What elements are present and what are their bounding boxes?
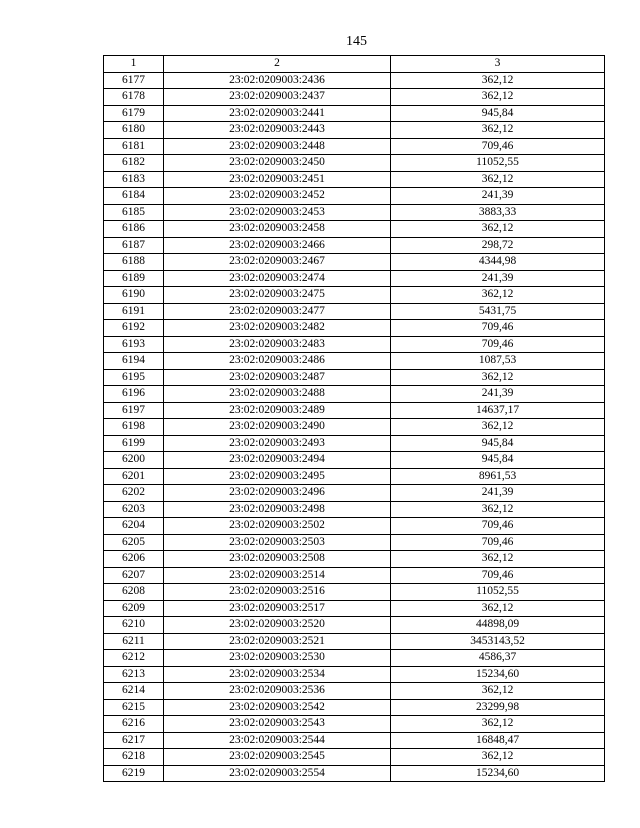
table-row — [104, 138, 605, 155]
row-number-cell: 6187 — [104, 237, 164, 254]
value-cell: 362,12 — [391, 122, 605, 139]
row-number-cell: 6189 — [104, 270, 164, 287]
cadastral-number-cell: 23:02:0209003:2488 — [164, 386, 391, 403]
table-row — [104, 237, 605, 254]
cadastral-number-cell: 23:02:0209003:2536 — [164, 683, 391, 700]
table-row — [104, 122, 605, 139]
row-number-cell: 6198 — [104, 419, 164, 436]
table-row — [104, 732, 605, 749]
value-cell: 945,84 — [391, 105, 605, 122]
value-cell: 709,46 — [391, 320, 605, 337]
table-row — [104, 633, 605, 650]
cadastral-number-cell: 23:02:0209003:2448 — [164, 138, 391, 155]
row-number-cell: 6209 — [104, 600, 164, 617]
value-cell: 16848,47 — [391, 732, 605, 749]
value-cell: 709,46 — [391, 138, 605, 155]
value-cell: 709,46 — [391, 534, 605, 551]
row-number-cell: 6178 — [104, 89, 164, 106]
table-row — [104, 716, 605, 733]
cadastral-number-cell: 23:02:0209003:2437 — [164, 89, 391, 106]
row-number-cell: 6218 — [104, 749, 164, 766]
table-row — [104, 518, 605, 535]
value-cell: 3453143,52 — [391, 633, 605, 650]
row-number-cell: 6208 — [104, 584, 164, 601]
table-row — [104, 402, 605, 419]
cadastral-number-cell: 23:02:0209003:2487 — [164, 369, 391, 386]
value-cell: 362,12 — [391, 600, 605, 617]
table-row — [104, 320, 605, 337]
header-row — [104, 56, 605, 73]
table-row — [104, 534, 605, 551]
row-number-cell: 6193 — [104, 336, 164, 353]
table-row — [104, 155, 605, 172]
row-number-cell: 6206 — [104, 551, 164, 568]
table-row — [104, 254, 605, 271]
cadastral-number-cell: 23:02:0209003:2486 — [164, 353, 391, 370]
value-cell: 241,39 — [391, 485, 605, 502]
value-cell: 709,46 — [391, 336, 605, 353]
table-row — [104, 336, 605, 353]
row-number-cell: 6219 — [104, 765, 164, 782]
row-number-cell: 6180 — [104, 122, 164, 139]
value-cell: 709,46 — [391, 567, 605, 584]
row-number-cell: 6203 — [104, 501, 164, 518]
table-row — [104, 600, 605, 617]
cadastral-number-cell: 23:02:0209003:2498 — [164, 501, 391, 518]
value-cell: 44898,09 — [391, 617, 605, 634]
value-cell: 4344,98 — [391, 254, 605, 271]
cadastral-number-cell: 23:02:0209003:2516 — [164, 584, 391, 601]
value-cell: 298,72 — [391, 237, 605, 254]
table-row — [104, 105, 605, 122]
value-cell: 4586,37 — [391, 650, 605, 667]
cadastral-number-cell: 23:02:0209003:2441 — [164, 105, 391, 122]
cadastral-number-cell: 23:02:0209003:2458 — [164, 221, 391, 238]
cadastral-number-cell: 23:02:0209003:2490 — [164, 419, 391, 436]
cadastral-number-cell: 23:02:0209003:2543 — [164, 716, 391, 733]
table-row — [104, 551, 605, 568]
cadastral-number-cell: 23:02:0209003:2542 — [164, 699, 391, 716]
row-number-cell: 6216 — [104, 716, 164, 733]
row-number-cell: 6201 — [104, 468, 164, 485]
table-row — [104, 699, 605, 716]
value-cell: 8961,53 — [391, 468, 605, 485]
value-cell: 362,12 — [391, 716, 605, 733]
table-header — [104, 56, 605, 73]
table-row — [104, 765, 605, 782]
row-number-cell: 6212 — [104, 650, 164, 667]
table-row — [104, 270, 605, 287]
table-row — [104, 188, 605, 205]
value-cell: 15234,60 — [391, 666, 605, 683]
value-cell: 362,12 — [391, 551, 605, 568]
row-number-cell: 6200 — [104, 452, 164, 469]
value-cell: 709,46 — [391, 518, 605, 535]
value-cell: 23299,98 — [391, 699, 605, 716]
cadastral-number-cell: 23:02:0209003:2496 — [164, 485, 391, 502]
cadastral-number-cell: 23:02:0209003:2450 — [164, 155, 391, 172]
value-cell: 241,39 — [391, 270, 605, 287]
table-row — [104, 501, 605, 518]
value-cell: 1087,53 — [391, 353, 605, 370]
row-number-cell: 6217 — [104, 732, 164, 749]
table-row — [104, 617, 605, 634]
value-cell: 241,39 — [391, 386, 605, 403]
value-cell: 945,84 — [391, 452, 605, 469]
value-cell: 362,12 — [391, 89, 605, 106]
cadastral-number-cell: 23:02:0209003:2482 — [164, 320, 391, 337]
table-row — [104, 749, 605, 766]
row-number-cell: 6183 — [104, 171, 164, 188]
value-cell: 11052,55 — [391, 584, 605, 601]
value-cell: 15234,60 — [391, 765, 605, 782]
table-row — [104, 419, 605, 436]
cadastral-number-cell: 23:02:0209003:2508 — [164, 551, 391, 568]
cadastral-number-cell: 23:02:0209003:2466 — [164, 237, 391, 254]
cadastral-number-cell: 23:02:0209003:2495 — [164, 468, 391, 485]
table-row — [104, 89, 605, 106]
table-row — [104, 650, 605, 667]
row-number-cell: 6215 — [104, 699, 164, 716]
table-row — [104, 353, 605, 370]
table-row — [104, 171, 605, 188]
cadastral-number-cell: 23:02:0209003:2436 — [164, 72, 391, 89]
value-cell: 362,12 — [391, 749, 605, 766]
cadastral-number-cell: 23:02:0209003:2477 — [164, 303, 391, 320]
table-row — [104, 683, 605, 700]
row-number-cell: 6188 — [104, 254, 164, 271]
table-row — [104, 287, 605, 304]
table-row — [104, 584, 605, 601]
cadastral-number-cell: 23:02:0209003:2521 — [164, 633, 391, 650]
row-number-cell: 6195 — [104, 369, 164, 386]
row-number-cell: 6179 — [104, 105, 164, 122]
row-number-cell: 6196 — [104, 386, 164, 403]
table-row — [104, 435, 605, 452]
row-number-cell: 6182 — [104, 155, 164, 172]
row-number-cell: 6194 — [104, 353, 164, 370]
column-header-1: 1 — [104, 56, 164, 73]
value-cell: 362,12 — [391, 72, 605, 89]
cadastral-number-cell: 23:02:0209003:2443 — [164, 122, 391, 139]
table-row — [104, 303, 605, 320]
column-header-2: 2 — [164, 56, 391, 73]
table-row — [104, 666, 605, 683]
cadastral-number-cell: 23:02:0209003:2503 — [164, 534, 391, 551]
column-header-3: 3 — [391, 56, 605, 73]
table-row — [104, 452, 605, 469]
table-row — [104, 72, 605, 89]
table-row — [104, 485, 605, 502]
cadastral-number-cell: 23:02:0209003:2483 — [164, 336, 391, 353]
row-number-cell: 6177 — [104, 72, 164, 89]
value-cell: 3883,33 — [391, 204, 605, 221]
value-cell: 362,12 — [391, 683, 605, 700]
cadastral-number-cell: 23:02:0209003:2474 — [164, 270, 391, 287]
cadastral-number-cell: 23:02:0209003:2520 — [164, 617, 391, 634]
table-row — [104, 369, 605, 386]
row-number-cell: 6199 — [104, 435, 164, 452]
value-cell: 14637,17 — [391, 402, 605, 419]
row-number-cell: 6211 — [104, 633, 164, 650]
value-cell: 11052,55 — [391, 155, 605, 172]
cadastral-number-cell: 23:02:0209003:2494 — [164, 452, 391, 469]
value-cell: 362,12 — [391, 369, 605, 386]
value-cell: 362,12 — [391, 221, 605, 238]
table-row — [104, 386, 605, 403]
row-number-cell: 6185 — [104, 204, 164, 221]
page-number: 145 — [346, 34, 367, 49]
table-row — [104, 204, 605, 221]
table-row — [104, 468, 605, 485]
table-row — [104, 221, 605, 238]
value-cell: 362,12 — [391, 419, 605, 436]
cadastral-number-cell: 23:02:0209003:2452 — [164, 188, 391, 205]
row-number-cell: 6197 — [104, 402, 164, 419]
row-number-cell: 6190 — [104, 287, 164, 304]
cadastral-number-cell: 23:02:0209003:2534 — [164, 666, 391, 683]
row-number-cell: 6207 — [104, 567, 164, 584]
data-table — [103, 55, 605, 782]
cadastral-number-cell: 23:02:0209003:2451 — [164, 171, 391, 188]
value-cell: 362,12 — [391, 287, 605, 304]
cadastral-number-cell: 23:02:0209003:2493 — [164, 435, 391, 452]
row-number-cell: 6192 — [104, 320, 164, 337]
cadastral-number-cell: 23:02:0209003:2502 — [164, 518, 391, 535]
value-cell: 5431,75 — [391, 303, 605, 320]
cadastral-number-cell: 23:02:0209003:2554 — [164, 765, 391, 782]
cadastral-number-cell: 23:02:0209003:2467 — [164, 254, 391, 271]
cadastral-number-cell: 23:02:0209003:2489 — [164, 402, 391, 419]
cadastral-number-cell: 23:02:0209003:2517 — [164, 600, 391, 617]
row-number-cell: 6191 — [104, 303, 164, 320]
row-number-cell: 6186 — [104, 221, 164, 238]
row-number-cell: 6184 — [104, 188, 164, 205]
row-number-cell: 6205 — [104, 534, 164, 551]
row-number-cell: 6202 — [104, 485, 164, 502]
cadastral-number-cell: 23:02:0209003:2544 — [164, 732, 391, 749]
table-row — [104, 567, 605, 584]
row-number-cell: 6214 — [104, 683, 164, 700]
cadastral-number-cell: 23:02:0209003:2475 — [164, 287, 391, 304]
row-number-cell: 6210 — [104, 617, 164, 634]
value-cell: 362,12 — [391, 501, 605, 518]
row-number-cell: 6204 — [104, 518, 164, 535]
cadastral-number-cell: 23:02:0209003:2453 — [164, 204, 391, 221]
cadastral-number-cell: 23:02:0209003:2530 — [164, 650, 391, 667]
table-body — [104, 72, 605, 782]
row-number-cell: 6213 — [104, 666, 164, 683]
cadastral-number-cell: 23:02:0209003:2514 — [164, 567, 391, 584]
cadastral-number-cell: 23:02:0209003:2545 — [164, 749, 391, 766]
value-cell: 241,39 — [391, 188, 605, 205]
value-cell: 362,12 — [391, 171, 605, 188]
value-cell: 945,84 — [391, 435, 605, 452]
row-number-cell: 6181 — [104, 138, 164, 155]
